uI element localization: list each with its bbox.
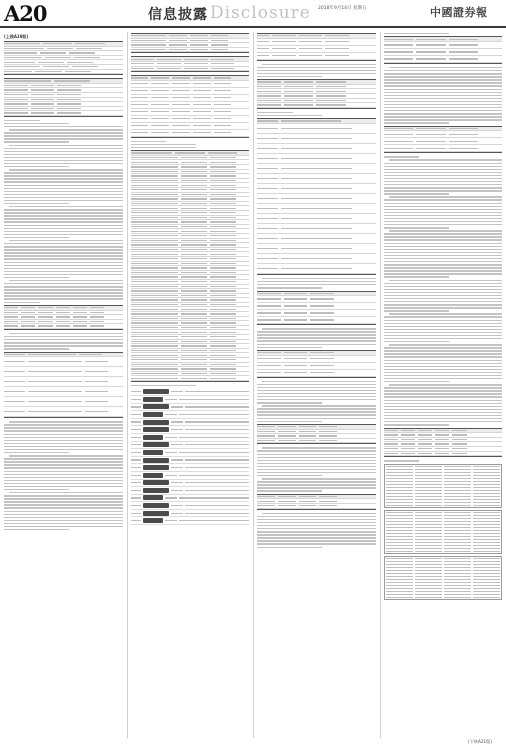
financial-table (131, 33, 250, 53)
financial-table (4, 305, 123, 330)
section-title-cn: 信息披露 (148, 7, 208, 23)
body-text (131, 141, 250, 149)
body-text (257, 381, 376, 422)
body-text (257, 328, 376, 348)
signature-page (384, 464, 503, 508)
financial-table (257, 424, 376, 444)
body-text (257, 112, 376, 116)
body-text (384, 67, 503, 124)
continued-from-label: (上接A19版) (4, 34, 29, 39)
financial-table (131, 56, 250, 72)
column-1 (4, 32, 123, 738)
financial-table (384, 36, 503, 64)
financial-table (257, 291, 376, 326)
financial-table (384, 428, 503, 458)
body-text (131, 385, 250, 386)
body-text (257, 278, 376, 289)
body-text (257, 447, 376, 491)
body-text (4, 333, 123, 350)
financial-table (257, 118, 376, 275)
column-2 (127, 32, 250, 738)
seal-signature-list (131, 388, 250, 525)
financial-table (131, 75, 250, 138)
body-text (384, 156, 503, 425)
financial-table (4, 41, 123, 75)
body-text (257, 513, 376, 548)
section-title-en: Disclosure (210, 3, 311, 23)
financial-table (4, 78, 123, 117)
financial-table (4, 352, 123, 419)
column-3 (253, 32, 376, 738)
signature-page (384, 556, 503, 600)
financial-table (257, 33, 376, 61)
financial-table (384, 126, 503, 154)
page-header (0, 0, 506, 28)
column-4 (380, 32, 503, 738)
body-text (384, 33, 503, 34)
issue-date: 2018年9月14日 星期五 (318, 6, 367, 11)
holdings-table (131, 150, 250, 382)
financial-table (257, 350, 376, 378)
body-text (384, 460, 503, 461)
body-text (4, 120, 123, 303)
continued-to-label: (下转A21版) (468, 739, 493, 744)
body-text (257, 64, 376, 78)
page-number: A20 (4, 1, 47, 26)
body-text (4, 421, 123, 530)
financial-table (257, 494, 376, 510)
article-columns (4, 32, 502, 738)
newspaper-masthead: 中國證券報 (430, 6, 488, 19)
financial-table (257, 79, 376, 109)
signature-page (384, 510, 503, 554)
